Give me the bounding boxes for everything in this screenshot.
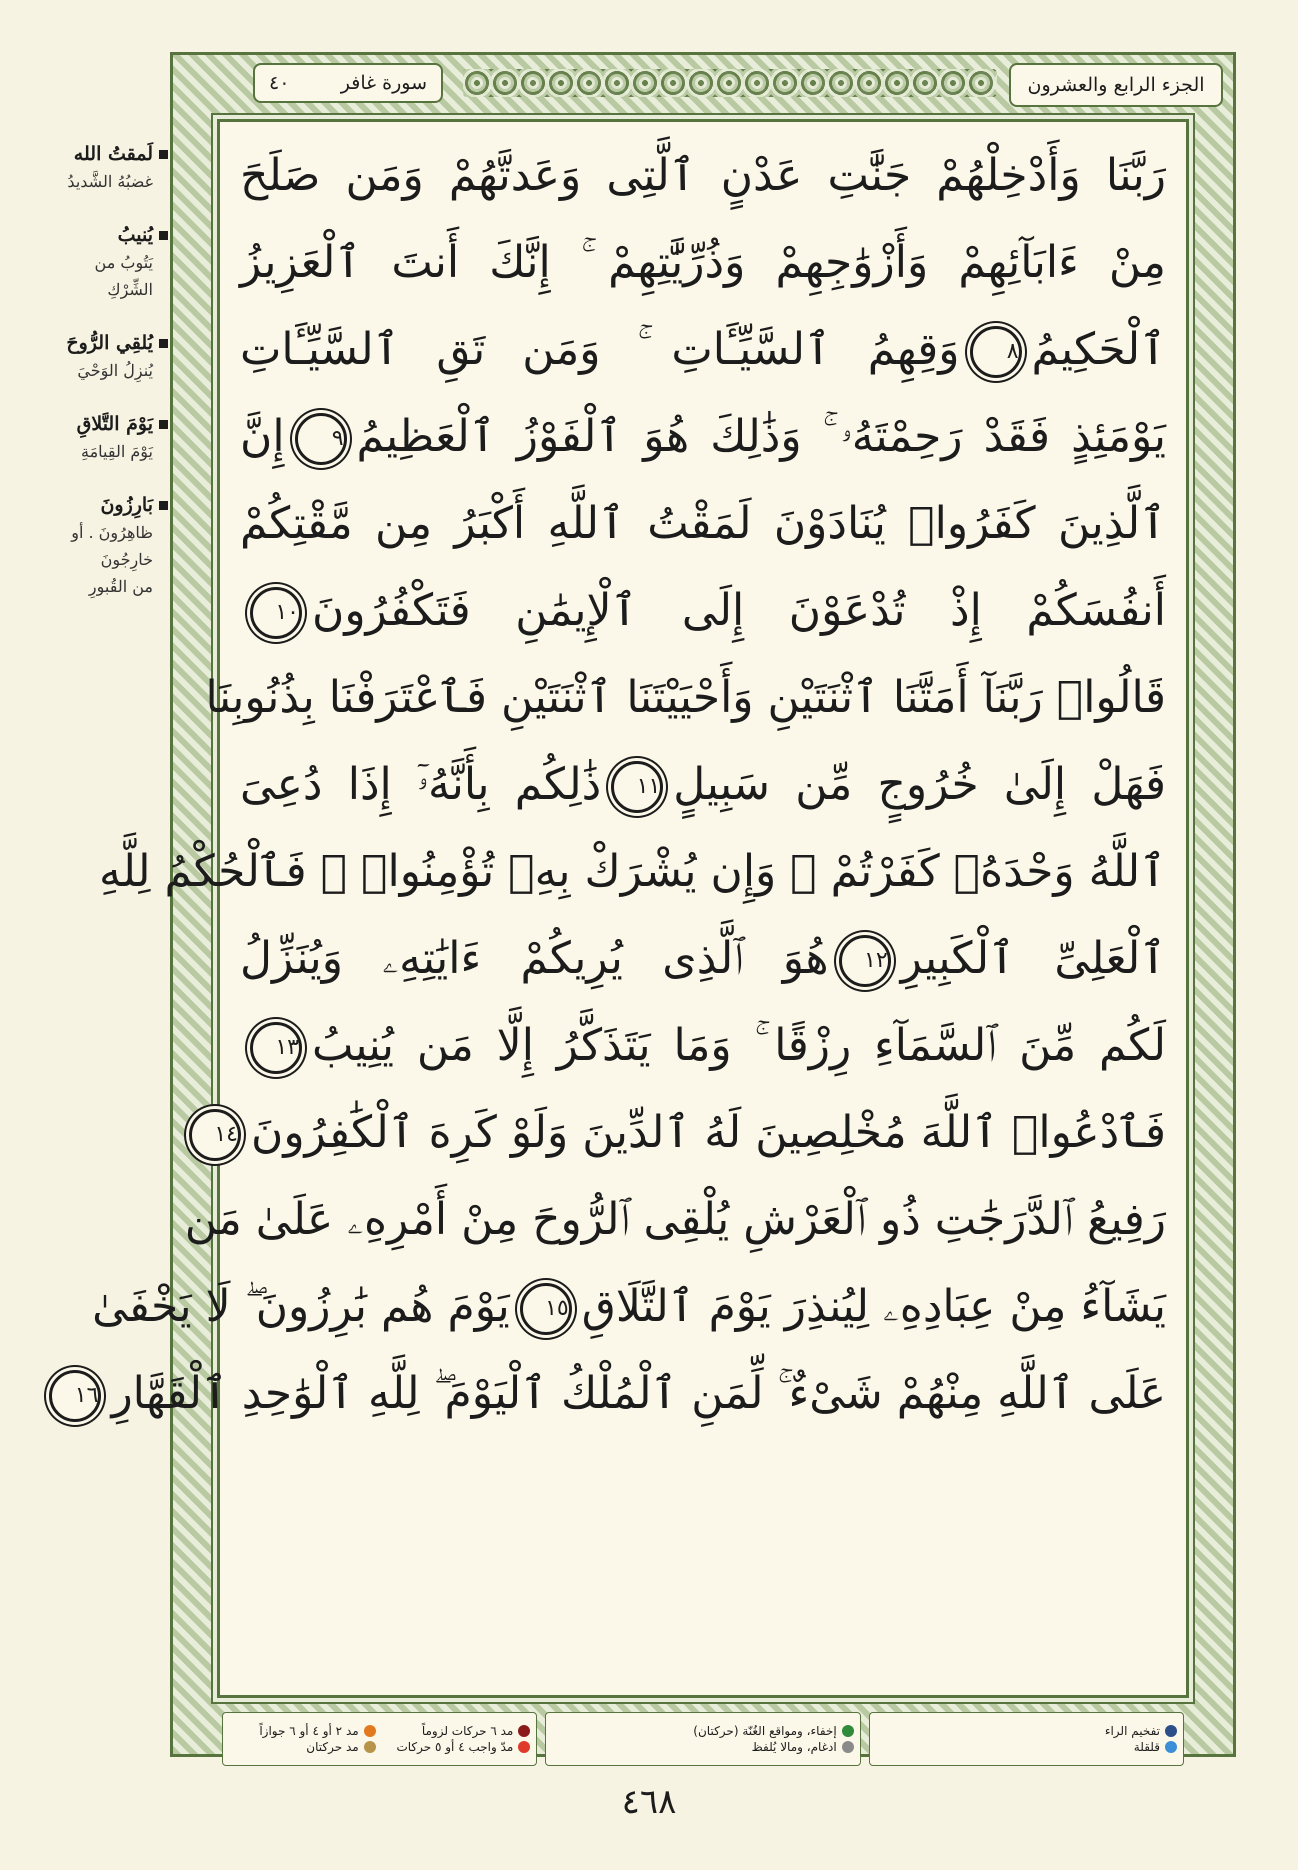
color-dot-icon	[364, 1725, 376, 1737]
legend-item	[876, 1740, 1177, 1754]
color-dot-icon	[364, 1741, 376, 1753]
verse-text: وَقِهِمُ ٱلسَّيِّـَٔاتِ ۚ وَمَن تَقِ ٱلسَّيِّـَٔاتِ	[240, 324, 960, 375]
legend-box-ra	[869, 1712, 1184, 1766]
glossary-item	[20, 329, 168, 384]
ayah-number-marker: ١٤	[189, 1109, 241, 1161]
glossary-item	[20, 491, 168, 600]
glossary-item	[20, 140, 168, 195]
glossary-term: يُلقِي الرُّوحَ	[66, 332, 153, 354]
quran-line	[240, 132, 1166, 219]
verse-text: ٱللَّهُ وَحْدَهُۥ كَفَرْتُمْ ۖ وَإِن يُشْرَكْ بِهِۦ تُؤْمِنُوا۟ ۚ فَٱلْحُكْمُ لِلَّهِ	[98, 846, 1166, 897]
tajweed-legend	[222, 1712, 1184, 1766]
legend-label: مد ٦ حركات لزوماً	[421, 1724, 514, 1738]
glossary-definition: خارِجُونَ	[100, 550, 153, 569]
verse-text: ذَٰلِكُم بِأَنَّهُۥٓ إِذَا دُعِىَ	[240, 759, 602, 810]
color-dot-icon	[842, 1725, 854, 1737]
quran-line	[240, 741, 1166, 828]
quran-line	[205, 654, 1166, 741]
verse-text: أَنفُسَكُمْ إِذْ تُدْعَوْنَ إِلَى ٱلْإِيمَٰنِ فَتَكْفُرُونَ	[312, 585, 1166, 636]
verse-text: رَبَّنَا وَأَدْخِلْهُمْ جَنَّٰتِ عَدْنٍ ٱلَّتِى وَعَدتَّهُمْ وَمَن صَلَحَ	[240, 150, 1166, 201]
juz-label: الجزء الرابع والعشرون	[1027, 74, 1205, 96]
ayah-number-marker: ٨	[970, 326, 1022, 378]
legend-label: مد ٢ أو ٤ أو ٦ جوازاً	[259, 1724, 359, 1738]
quran-line	[184, 1176, 1166, 1263]
quran-line	[240, 915, 1166, 1002]
glossary-term: يُنيبُ	[117, 224, 153, 246]
color-dot-icon	[1165, 1725, 1177, 1737]
verse-text: قَالُوا۟ رَبَّنَآ أَمَتَّنَا ٱثْنَتَيْنِ وَأَحْيَيْتَنَا ٱثْنَتَيْنِ فَٱعْتَرَفْنَا بِذُنُوبِنَا	[205, 672, 1166, 723]
legend-label: قلقلة	[1133, 1740, 1160, 1754]
quran-line	[240, 219, 1166, 306]
juz-label-box	[1009, 63, 1223, 107]
verse-text: عَلَى ٱللَّهِ مِنْهُمْ شَىْءٌ ۚ لِّمَنِ ٱلْمُلْكُ ٱلْيَوْمَ ۖ لِلَّهِ ٱلْوَٰحِدِ ٱلْقَهَّارِ	[111, 1368, 1166, 1419]
legend-item	[384, 1740, 531, 1754]
verse-text: مِنْ ءَابَآئِهِمْ وَأَزْوَٰجِهِمْ وَذُرِّيَّٰتِهِمْ ۚ إِنَّكَ أَنتَ ٱلْعَزِيزُ	[240, 237, 1166, 288]
glossary-definition: يَتُوبُ من	[94, 253, 153, 272]
glossary-definition: من القُبورِ	[88, 577, 153, 596]
glossary-definition: يُنزِلُ الوَحْيَ	[77, 361, 153, 380]
legend-label: تفخيم الراء	[1104, 1724, 1160, 1738]
verse-text: لَكُم مِّنَ ٱلسَّمَآءِ رِزْقًا ۚ وَمَا يَتَذَكَّرُ إِلَّا مَن يُنِيبُ	[312, 1020, 1166, 1071]
header-ornament	[463, 69, 997, 97]
surah-label-box	[253, 63, 443, 103]
surah-label: سورة غافر	[340, 72, 427, 94]
legend-label: ادغام، ومالا يُلفظ	[751, 1740, 837, 1754]
quran-line	[240, 306, 1166, 393]
ayah-number-marker: ١٥	[520, 1283, 572, 1335]
legend-label: مد حركتان	[306, 1740, 359, 1754]
quran-line	[92, 1263, 1166, 1350]
verse-text: يَشَآءُ مِنْ عِبَادِهِۦ لِيُنذِرَ يَوْمَ ٱلتَّلَاقِ	[581, 1281, 1166, 1332]
color-dot-icon	[842, 1741, 854, 1753]
verse-text: رَفِيعُ ٱلدَّرَجَٰتِ ذُو ٱلْعَرْشِ يُلْقِى ٱلرُّوحَ مِنْ أَمْرِهِۦ عَلَىٰ مَن	[184, 1194, 1166, 1245]
bullet-icon	[159, 339, 168, 348]
verse-text: فَهَلْ إِلَىٰ خُرُوجٍ مِّن سَبِيلٍ	[673, 759, 1167, 810]
legend-item	[552, 1724, 853, 1738]
color-dot-icon	[518, 1725, 530, 1737]
glossary-definition: ظاهِرُونَ . أو	[71, 523, 153, 542]
margin-glossary	[20, 140, 168, 626]
glossary-item	[20, 221, 168, 303]
color-dot-icon	[518, 1741, 530, 1753]
surah-number: ٤٠	[269, 72, 290, 94]
glossary-term: بَارِزُونَ	[100, 494, 153, 516]
legend-item	[384, 1724, 531, 1738]
verse-text: يَوْمَئِذٍ فَقَدْ رَحِمْتَهُۥ ۚ وَذَٰلِكَ هُوَ ٱلْفَوْزُ ٱلْعَظِيمُ	[356, 411, 1166, 462]
quran-line	[240, 393, 1166, 480]
glossary-definition: الشِّرْكِ	[107, 280, 153, 299]
verse-text: ٱلْعَلِىِّ ٱلْكَبِيرِ	[900, 933, 1167, 984]
color-dot-icon	[1165, 1741, 1177, 1753]
ayah-number-marker: ١٢	[839, 935, 891, 987]
glossary-definition: يَوْمَ القِيامَةِ	[81, 442, 153, 461]
legend-box-madd	[222, 1712, 537, 1766]
verse-text: ٱلَّذِينَ كَفَرُوا۟ يُنَادَوْنَ لَمَقْتُ ٱللَّهِ أَكْبَرُ مِن مَّقْتِكُمْ	[240, 498, 1166, 549]
verse-text: إِنَّ	[240, 411, 285, 462]
verse-text: يَوْمَ هُم بَٰرِزُونَ ۖ لَا يَخْفَىٰ	[92, 1281, 510, 1332]
legend-item	[876, 1724, 1177, 1738]
bullet-icon	[159, 420, 168, 429]
bullet-icon	[159, 150, 168, 159]
quran-line	[98, 828, 1166, 915]
quran-line	[240, 567, 1166, 654]
ayah-number-marker: ٩	[295, 413, 347, 465]
verse-text: ٱلْحَكِيمُ	[1031, 324, 1166, 375]
ayah-number-marker: ١١	[611, 761, 663, 813]
glossary-term: يَوْمَ التَّلاقِ	[76, 413, 153, 435]
quran-line	[240, 1002, 1166, 1089]
ayah-number-marker: ١٦	[49, 1370, 101, 1422]
verse-text: هُوَ ٱلَّذِى يُرِيكُمْ ءَايَٰتِهِۦ وَيُنَزِّلُ	[240, 933, 829, 984]
legend-item	[229, 1740, 376, 1754]
page-number: ٤٦٨	[621, 1782, 677, 1822]
quran-line	[74, 1350, 1166, 1437]
glossary-definition: غضبُهُ الشَّديدُ	[67, 172, 153, 191]
legend-item	[552, 1740, 853, 1754]
quran-line	[214, 1089, 1166, 1176]
quran-line	[240, 480, 1166, 567]
legend-item	[229, 1724, 376, 1738]
ayah-number-marker: ١٣	[250, 1022, 302, 1074]
legend-box-ghunna	[545, 1712, 860, 1766]
verse-text: فَٱدْعُوا۟ ٱللَّهَ مُخْلِصِينَ لَهُ ٱلدِّينَ وَلَوْ كَرِهَ ٱلْكَٰفِرُونَ	[251, 1107, 1166, 1158]
bullet-icon	[159, 231, 168, 240]
ayah-number-marker: ١٠	[250, 587, 302, 639]
glossary-item	[20, 410, 168, 465]
legend-label: إخفاء، ومواقع الغُنّة (حركتان)	[693, 1724, 837, 1738]
bullet-icon	[159, 501, 168, 510]
glossary-term: لَمقتُ الله	[73, 143, 153, 165]
legend-label: مدّ واجب ٤ أو ٥ حركات	[396, 1740, 514, 1754]
